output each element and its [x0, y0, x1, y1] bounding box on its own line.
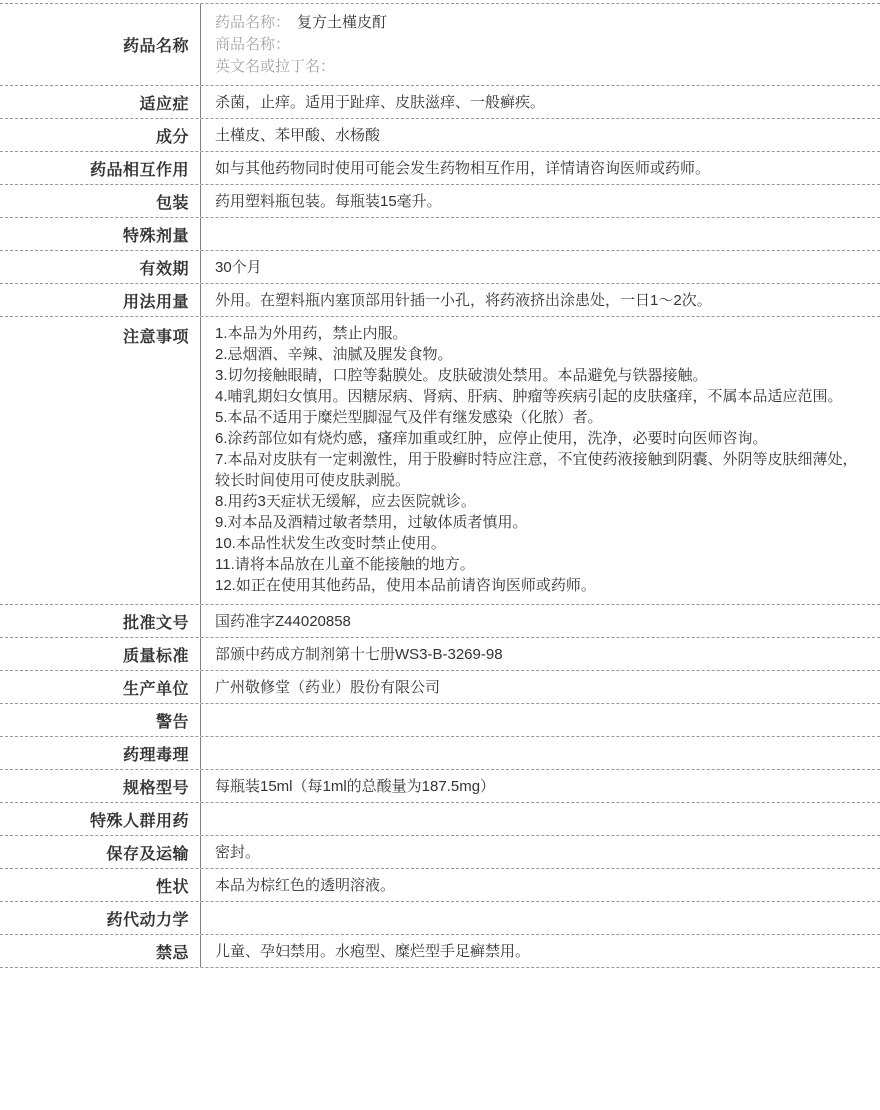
row-label-special-dosage: 特殊剂量 — [0, 218, 201, 250]
row-value-special-population — [201, 803, 880, 835]
note-line: 5.本品不适用于糜烂型脚湿气及伴有继发感染（化脓）者。 — [215, 409, 603, 426]
row-value-drug-name — [201, 4, 880, 85]
row-special-dosage — [0, 218, 880, 251]
row-special-population — [0, 803, 880, 836]
row-appearance — [0, 869, 880, 902]
row-drug-interactions — [0, 152, 880, 185]
row-label-storage-transport: 保存及运输 — [0, 836, 201, 868]
row-value-specification: 每瓶装15ml（每1ml的总酸量为187.5mg） — [215, 777, 496, 795]
note-line: 9.对本品及酒精过敏者禁用，过敏体质者慎用。 — [215, 514, 528, 531]
note-line: 7.本品对皮肤有一定刺激性，用于股癣时特应注意，不宜使药液接触到阴囊、外阴等皮肤细薄处，较长时间使用可使皮肤剥脱。 — [215, 451, 858, 489]
row-value-pharmacology-toxicology — [201, 737, 880, 769]
row-label-pharmacology-toxicology: 药理毒理 — [0, 737, 201, 769]
row-label-approval-number: 批准文号 — [0, 605, 201, 637]
name-field-line — [215, 34, 868, 56]
note-line: 11.请将本品放在儿童不能接触的地方。 — [215, 556, 475, 573]
row-value-ingredients: 土槿皮、苯甲酸、水杨酸 — [215, 126, 381, 144]
row-label-precautions: 注意事项 — [0, 317, 201, 604]
row-manufacturer — [0, 671, 880, 704]
row-label-specification: 规格型号 — [0, 770, 201, 802]
row-label-drug-interactions: 药品相互作用 — [0, 152, 201, 184]
row-value-special-dosage — [201, 218, 880, 250]
note-line: 4.哺乳期妇女慎用。因糖尿病、肾病、肝病、肿瘤等疾病引起的皮肤瘙痒，不属本品适应范围。 — [215, 388, 843, 405]
field-prefix: 英文名或拉丁名： — [215, 57, 336, 75]
row-value-storage-transport: 密封。 — [215, 843, 261, 861]
row-label-drug-name: 药品名称 — [0, 4, 201, 85]
row-label-manufacturer: 生产单位 — [0, 671, 201, 703]
row-value-quality-standard: 部颁中药成方制剂第十七册WS3-B-3269-98 — [215, 645, 503, 663]
row-value-manufacturer: 广州敬修堂（药业）股份有限公司 — [215, 678, 441, 696]
row-label-ingredients: 成分 — [0, 119, 201, 151]
row-label-shelf-life: 有效期 — [0, 251, 201, 283]
note-line: 3.切勿接触眼睛，口腔等黏膜处。皮肤破溃处禁用。本品避免与铁器接触。 — [215, 367, 708, 384]
note-line: 10.本品性状发生改变时禁止使用。 — [215, 535, 446, 552]
row-usage-dosage — [0, 284, 880, 317]
row-label-packaging: 包装 — [0, 185, 201, 217]
row-value-indications: 杀菌，止痒。适用于趾痒、皮肤滋痒、一般癣疾。 — [215, 93, 546, 111]
row-label-indications: 适应症 — [0, 86, 201, 118]
name-field-line — [215, 12, 868, 34]
row-value-appearance: 本品为棕红色的透明溶液。 — [215, 876, 396, 894]
row-label-special-population: 特殊人群用药 — [0, 803, 201, 835]
row-packaging — [0, 185, 880, 218]
drug-info-table — [0, 3, 880, 968]
note-line: 8.用药3天症状无缓解，应去医院就诊。 — [215, 493, 476, 510]
row-value-drug-interactions: 如与其他药物同时使用可能会发生药物相互作用，详情请咨询医师或药师。 — [215, 159, 711, 177]
row-drug-name — [0, 4, 880, 86]
row-ingredients — [0, 119, 880, 152]
row-label-contraindications: 禁忌 — [0, 935, 201, 967]
row-value-shelf-life: 30个月 — [215, 258, 262, 276]
row-label-usage-dosage: 用法用量 — [0, 284, 201, 316]
row-label-quality-standard: 质量标准 — [0, 638, 201, 670]
note-line: 2.忌烟酒、辛辣、油腻及腥发食物。 — [215, 346, 453, 363]
row-warning — [0, 704, 880, 737]
row-label-warning: 警告 — [0, 704, 201, 736]
row-value-precautions — [201, 317, 880, 604]
row-quality-standard — [0, 638, 880, 671]
note-line: 12.如正在使用其他药品，使用本品前请咨询医师或药师。 — [215, 577, 596, 594]
note-line: 6.涂药部位如有烧灼感，瘙痒加重或红肿，应停止使用，洗净，必要时向医师咨询。 — [215, 430, 768, 447]
row-precautions — [0, 317, 880, 605]
row-value-contraindications: 儿童、孕妇禁用。水疱型、糜烂型手足癣禁用。 — [215, 942, 531, 960]
note-line: 1.本品为外用药，禁止内服。 — [215, 325, 408, 342]
row-pharmacology-toxicology — [0, 737, 880, 770]
row-value-warning — [201, 704, 880, 736]
row-value-usage-dosage: 外用。在塑料瓶内塞顶部用针插一小孔，将药液挤出涂患处，一日1～2次。 — [215, 291, 712, 309]
name-field-line — [215, 56, 868, 78]
row-pharmacokinetics — [0, 902, 880, 935]
field-value: 复方土槿皮酊 — [297, 13, 388, 31]
field-prefix: 药品名称： — [215, 13, 291, 31]
field-prefix: 商品名称： — [215, 35, 291, 53]
row-value-packaging: 药用塑料瓶包装。每瓶装15毫升。 — [215, 192, 442, 210]
row-storage-transport — [0, 836, 880, 869]
row-label-appearance: 性状 — [0, 869, 201, 901]
row-value-approval-number: 国药准字Z44020858 — [215, 612, 351, 630]
row-approval-number — [0, 605, 880, 638]
row-contraindications — [0, 935, 880, 968]
row-indications — [0, 86, 880, 119]
row-specification — [0, 770, 880, 803]
row-shelf-life — [0, 251, 880, 284]
row-value-pharmacokinetics — [201, 902, 880, 934]
row-label-pharmacokinetics: 药代动力学 — [0, 902, 201, 934]
